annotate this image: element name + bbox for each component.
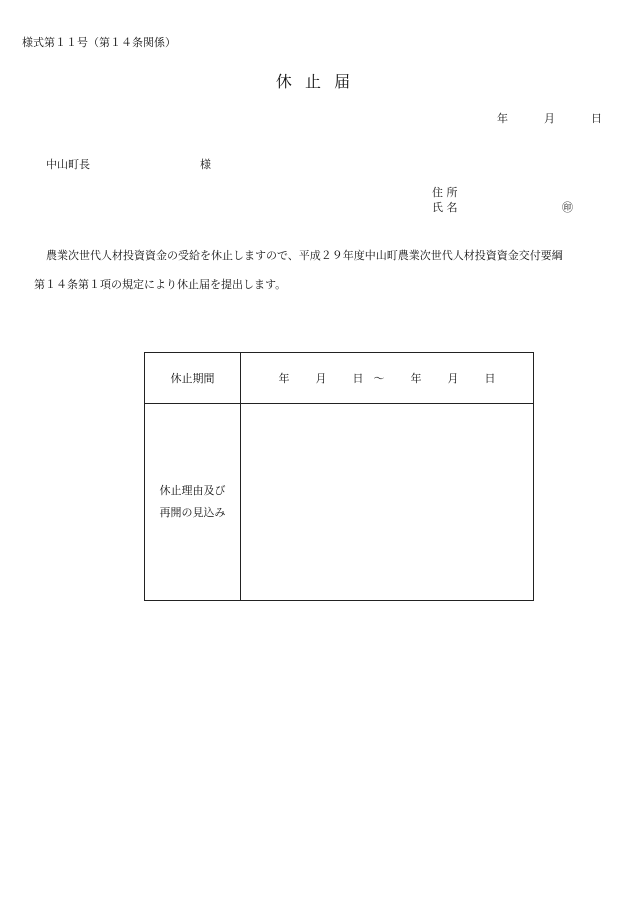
suspension-period-label xyxy=(145,353,240,403)
period-to-day: 日 xyxy=(484,372,496,385)
suspension-form-table xyxy=(144,352,534,601)
period-to-year: 年 xyxy=(410,372,422,385)
suspension-period-field[interactable] xyxy=(241,353,533,403)
period-to-month: 月 xyxy=(447,372,459,385)
applicant-name-label: 氏 名 xyxy=(432,201,458,214)
period-from-day: 日 xyxy=(352,372,364,385)
body-text-line-2: 第１４条第１項の規定により休止届を提出します。 xyxy=(34,278,287,291)
date-day-unit: 日 xyxy=(591,112,602,125)
reason-label-line-1: 休止理由及び xyxy=(159,484,226,497)
period-from-year: 年 xyxy=(278,372,290,385)
submission-date xyxy=(461,110,602,126)
addressee-honorific: 様 xyxy=(200,158,211,171)
reason-label xyxy=(145,404,240,600)
applicant-address-label: 住 所 xyxy=(432,186,458,199)
body-text-line-1: 農業次世代人材投資資金の受給を休止しますので、平成２９年度中山町農業次世代人材投資資金交付要綱 xyxy=(46,249,563,262)
suspension-period-label-text: 休止期間 xyxy=(170,372,215,385)
period-separator: ～ xyxy=(373,372,385,385)
page-title: 休 止 届 xyxy=(275,72,355,91)
date-month-unit: 月 xyxy=(544,112,555,125)
form-number: 様式第１１号（第１４条関係） xyxy=(22,36,176,49)
seal-mark: ㊞ xyxy=(562,201,573,214)
period-from-month: 月 xyxy=(315,372,327,385)
addressee-name: 中山町長 xyxy=(46,158,90,171)
date-year-unit: 年 xyxy=(497,112,508,125)
reason-field[interactable] xyxy=(241,404,533,600)
reason-label-line-2: 再開の見込み xyxy=(159,506,226,519)
